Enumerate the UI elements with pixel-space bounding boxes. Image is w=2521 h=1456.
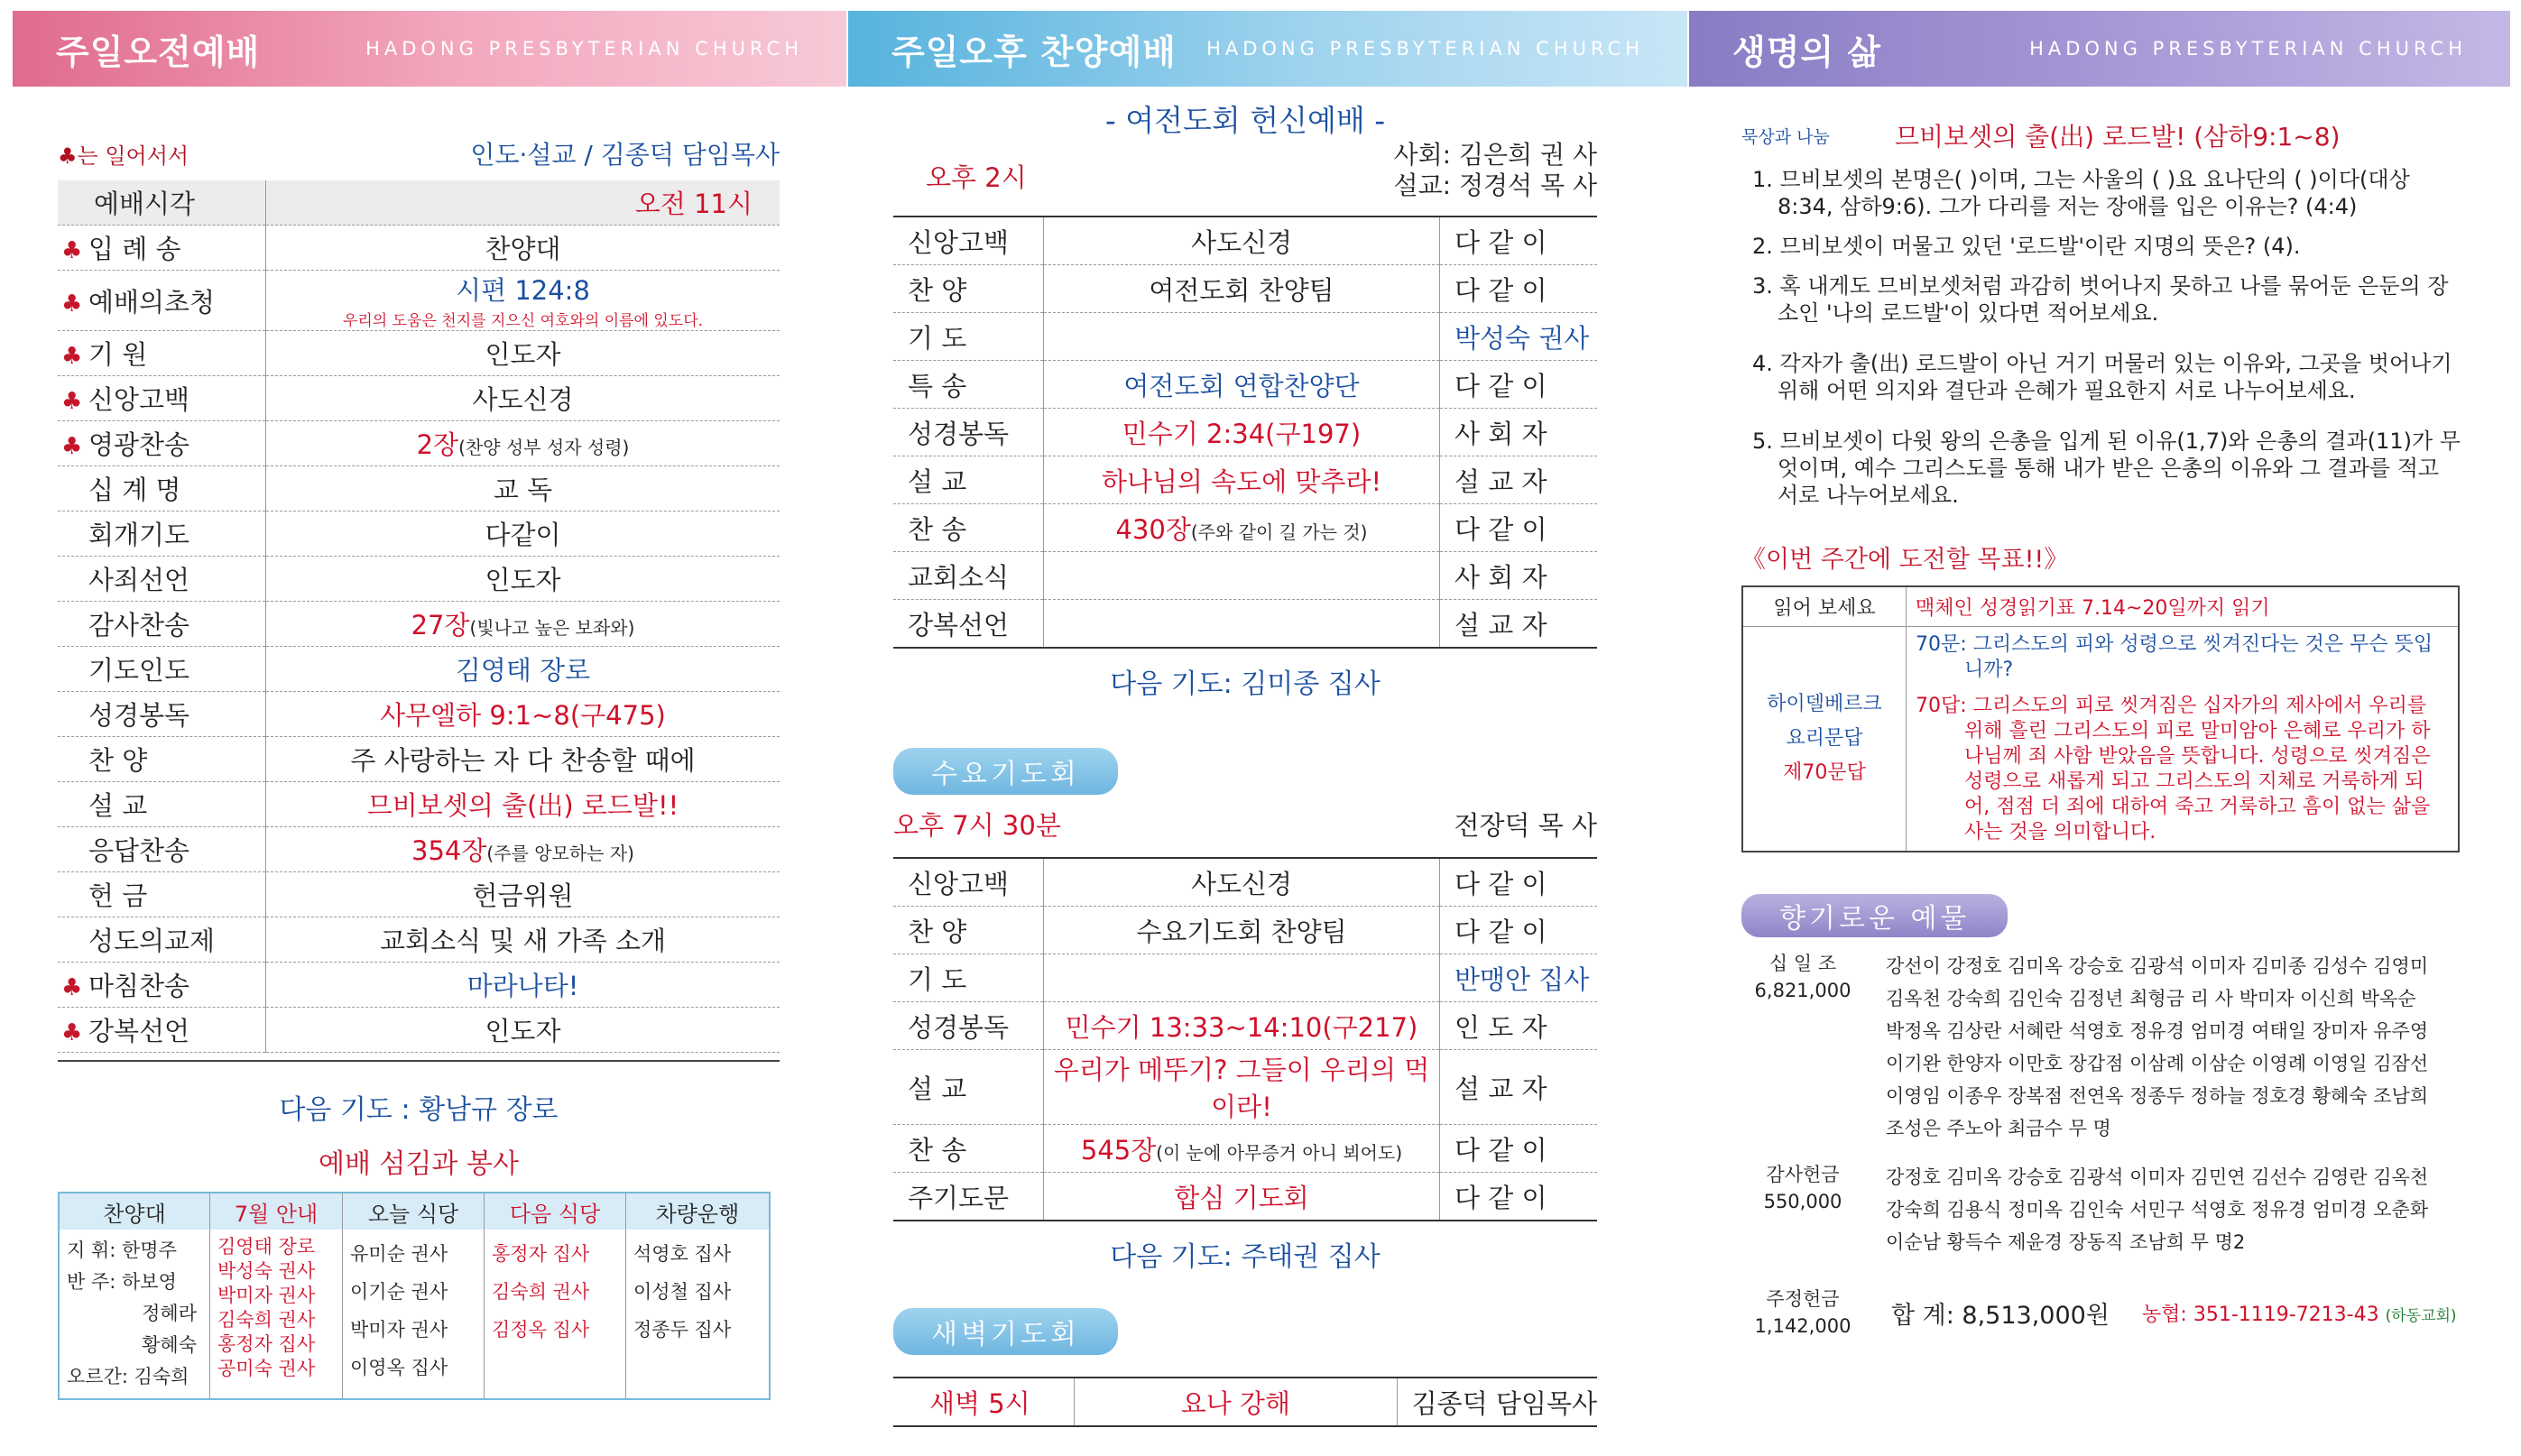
standing-mark: ♣ (61, 1019, 83, 1046)
morning-banner-title: 주일오전예배 (56, 32, 261, 72)
order-row (58, 226, 780, 271)
kitchen-item: 유미순 권사 (350, 1243, 448, 1265)
driving-item: 석영호 집사 (633, 1243, 732, 1265)
worship-time-label: 예배시각 (94, 189, 196, 219)
order-value: 545장 (1080, 1134, 1157, 1166)
sunday-amount: 1,142,000 (1754, 1315, 1852, 1337)
afternoon-time: 오후 2시 (926, 162, 1027, 193)
order-name: 회개기도 (88, 520, 190, 550)
order-row (58, 647, 780, 692)
order-value: 354장 (411, 835, 487, 866)
tithe-label: 십 일 조 (1768, 953, 1837, 974)
order-person: 사 회 자 (1440, 552, 1598, 600)
morning-worship-column (58, 90, 780, 1400)
total: 합 계: 8,513,000원 (1891, 1301, 2110, 1330)
guide-item: 홍정자 집사 (217, 1333, 316, 1355)
order-note: 우리의 도움은 천지를 지으신 여호와의 이름에 있도다. (342, 312, 704, 330)
order-value: 헌금위원 (472, 880, 574, 911)
dawn-pill: 새벽기도회 (893, 1308, 1118, 1355)
thanks-amount: 550,000 (1763, 1191, 1842, 1212)
question: 3. 혹 내게도 므비보셋처럼 과감히 벗어나지 못하고 나를 묶어둔 은둔의 장소인 '나의 로드발'이 있다면 적어보세요. (1752, 273, 2449, 326)
next-kitchen-item: 김정옥 집사 (492, 1319, 590, 1341)
order-row (58, 737, 780, 782)
service-header: 오늘 식당 (343, 1193, 485, 1230)
question: 1. 므비보셋의 본명은( )이며, 그는 사울의 ( )요 요나단의 ( )이다(대상8:34, 삼하9:6). 그가 다리를 저는 장애를 입은 이유는? (4:4) (1752, 167, 2410, 219)
choir-item: 황혜숙 (142, 1334, 197, 1356)
order-name: 설 교 (88, 790, 148, 821)
order-row (58, 917, 780, 963)
order-note: (찬양 성부 성자 성령) (458, 437, 630, 458)
order-person: 박성숙 권사 (1440, 313, 1598, 361)
order-name: 찬 송 (893, 1125, 1044, 1173)
order-name: 신앙고백 (893, 217, 1044, 265)
order-name: 성경봉독 (893, 1002, 1044, 1050)
question-70: 70문: 그리스도의 피와 성령으로 씻겨진다는 것은 무슨 뜻입니까? (1916, 633, 2433, 681)
order-value: 다같이 (485, 520, 561, 550)
order-value (1044, 313, 1440, 361)
heidelberg-label: 제70문답 (1783, 761, 1866, 784)
order-name: 기 도 (893, 313, 1044, 361)
order-value: 주 사랑하는 자 다 찬송할 때에 (350, 745, 696, 776)
life-column (1741, 90, 2463, 1340)
order-person: 다 같 이 (1440, 858, 1598, 907)
thanks-section (1741, 1161, 2463, 1258)
order-note: (빛나고 높은 보좌와) (469, 617, 635, 639)
bank-account: 농협: 351-1119-7213-43 (2141, 1303, 2379, 1326)
dawn-time: 새벽 5시 (893, 1378, 1075, 1426)
wednesday-next-prayer: 다음 기도: 주태권 집사 (1110, 1241, 1381, 1273)
afternoon-preacher: 설교: 정경석 목 사 (1393, 170, 1597, 200)
order-name: 설 교 (893, 456, 1044, 504)
service-header: 찬양대 (59, 1193, 210, 1230)
order-row (893, 217, 1597, 265)
wednesday-time: 오후 7시 30분 (893, 810, 1061, 841)
order-value: 우리가 메뚜기? 그들이 우리의 먹이라! (1044, 1050, 1440, 1125)
order-row (58, 827, 780, 872)
driving-item: 정종두 집사 (633, 1319, 732, 1341)
order-person: 설 교 자 (1440, 1050, 1598, 1125)
order-row (893, 954, 1597, 1002)
afternoon-host: 사회: 김은희 권 사 (1393, 140, 1597, 170)
goal-title: 《이번 주간에 도전할 목표!!》 (1741, 546, 2069, 574)
order-name: 성경봉독 (893, 409, 1044, 456)
order-row (893, 1002, 1597, 1050)
read-label: 읽어 보세요 (1742, 586, 1907, 627)
order-name: 신앙고백 (88, 384, 190, 415)
wednesday-header (893, 806, 1597, 843)
worship-time-value: 오전 11시 (634, 189, 753, 219)
order-value: 430장 (1115, 513, 1191, 545)
order-name: 찬 양 (893, 907, 1044, 954)
order-value: 찬양대 (485, 234, 561, 264)
tithe-names-line: 이영임 이종우 장복점 전연옥 정종두 정하늘 정호경 황혜숙 조남희 (1886, 1085, 2429, 1107)
order-row (58, 421, 780, 466)
morning-order-table (58, 180, 780, 1053)
order-row (58, 557, 780, 602)
kitchen-item: 이영옥 집사 (350, 1357, 448, 1378)
service-title: 예배 섬김과 봉사 (319, 1148, 519, 1180)
choir-item: 지 휘: 한명주 (67, 1239, 177, 1261)
order-name: 강복선언 (893, 600, 1044, 649)
standing-mark: ♣ (61, 433, 83, 460)
thanks-label: 감사헌금 (1766, 1164, 1840, 1185)
order-row (58, 602, 780, 647)
order-person: 설 교 자 (1440, 456, 1598, 504)
afternoon-column (893, 90, 1597, 1427)
order-row (893, 858, 1597, 907)
order-name: 마침찬송 (88, 971, 190, 1001)
choir-item: 정혜라 (142, 1303, 197, 1324)
order-name: 사죄선언 (88, 565, 190, 595)
tithe-names-line: 조성은 주노아 최금수 무 명 (1886, 1118, 2111, 1139)
wednesday-order-table (893, 857, 1597, 1221)
order-row (893, 552, 1597, 600)
goal-table (1741, 585, 2460, 852)
order-value: 수요기도회 찬양팀 (1044, 907, 1440, 954)
order-name: 기 도 (893, 954, 1044, 1002)
order-value: 인도자 (485, 565, 561, 595)
order-name: 찬 송 (893, 504, 1044, 552)
order-value: 시편 124:8 (456, 275, 590, 306)
afternoon-order-table (893, 216, 1597, 649)
order-person: 인 도 자 (1440, 1002, 1598, 1050)
order-name: 기 원 (88, 339, 148, 370)
order-row (58, 1008, 780, 1053)
order-value: 교회소식 및 새 가족 소개 (379, 926, 666, 956)
morning-topline (58, 126, 780, 180)
order-row (893, 313, 1597, 361)
heidelberg-label: 하이델베르크 (1767, 693, 1882, 715)
tithe-names-line: 이기완 한양자 이만호 장갑점 이삼례 이삼순 이영례 이영일 김잠선 (1886, 1053, 2429, 1074)
order-row (893, 907, 1597, 954)
order-row (893, 1125, 1597, 1173)
driving-item: 이성철 집사 (633, 1281, 732, 1303)
order-name: 기도인도 (88, 655, 190, 686)
wednesday-preacher: 전장덕 목 사 (1454, 810, 1597, 841)
order-value: 인도자 (485, 339, 561, 370)
order-person: 다 같 이 (1440, 217, 1598, 265)
standing-mark: ♣ (61, 343, 83, 370)
order-value: 2장 (416, 429, 459, 460)
order-person: 다 같 이 (1440, 265, 1598, 313)
order-name: 영광찬송 (88, 429, 190, 460)
afternoon-banner (848, 11, 1687, 87)
standing-mark: ♣ (61, 388, 83, 415)
order-value: 므비보셋의 출(出) 로드발!! (366, 790, 679, 821)
order-row (58, 376, 780, 421)
meditation-header (1741, 117, 2463, 153)
order-value: 합심 기도회 (1044, 1173, 1440, 1221)
order-row (893, 265, 1597, 313)
dawn-table (893, 1377, 1597, 1427)
service-header: 다음 식당 (485, 1193, 626, 1230)
order-note: (주를 앙모하는 자) (486, 843, 634, 864)
order-row (58, 271, 780, 331)
next-prayer: 다음 기도 : 황남규 장로 (279, 1094, 559, 1126)
order-name: 성도의교제 (88, 926, 216, 956)
order-person: 설 교 자 (1440, 600, 1598, 649)
order-person: 다 같 이 (1440, 1125, 1598, 1173)
order-row (893, 1050, 1597, 1125)
order-value: 인도자 (485, 1016, 561, 1046)
order-row (58, 872, 780, 917)
order-name: 예배의초청 (88, 286, 216, 318)
standing-mark: ♣ (61, 974, 83, 1001)
order-name: 입 례 송 (88, 234, 181, 264)
order-row (893, 361, 1597, 409)
order-row (893, 1173, 1597, 1221)
order-name: 십 계 명 (88, 475, 181, 505)
order-value: 사도신경 (1044, 858, 1440, 907)
order-row (893, 504, 1597, 552)
tithe-section (1741, 950, 2463, 1145)
guide-item: 공미숙 권사 (217, 1358, 316, 1379)
order-value: 사도신경 (1044, 217, 1440, 265)
order-name: 특 송 (893, 361, 1044, 409)
order-person: 다 같 이 (1440, 1173, 1598, 1221)
dawn-content: 요나 강해 (1075, 1378, 1398, 1426)
order-name: 감사찬송 (88, 610, 190, 640)
thanks-names-line: 강숙희 김용식 정미옥 김인숙 서민구 석영호 정유경 엄미경 오춘화 (1886, 1199, 2429, 1221)
order-row (893, 1378, 1597, 1426)
morning-banner-subtitle: HADONG PRESBYTERIAN CHURCH (365, 38, 803, 60)
read-text: 맥체인 성경읽기표 7.14~20일까지 읽기 (1907, 586, 2460, 627)
answer-70: 70답: 그리스도의 피로 씻겨짐은 십자가의 제사에서 우리를 위해 흘린 그리스도의 피로 말미암아 은혜로 우리가 하나님께 죄 사함 받았음을 뜻합니다. 성령으로 씻겨짐은 성령으로 새롭게 되고 그리스도의 지체로 거룩하게 되어, 점점 더 죄에 대하여 죽고 거룩하고 흠이 없는 삶을 사는 것을 의미합니다. (1916, 695, 2431, 843)
wednesday-pill: 수요기도회 (893, 748, 1118, 795)
question: 4. 각자가 출(出) 로드발이 아닌 거기 머물러 있는 이유와, 그곳을 벗어나기 위해 어떤 의지와 결단과 은혜가 필요한지 서로 나누어보세요. (1752, 351, 2452, 403)
next-kitchen-item: 홍정자 집사 (492, 1243, 590, 1265)
morning-banner (13, 11, 846, 87)
order-value: 27장 (411, 610, 470, 640)
order-name: 신앙고백 (893, 858, 1044, 907)
order-name: 찬 양 (88, 745, 148, 776)
life-banner (1689, 11, 2510, 87)
bank-account-note: (하동교회) (2385, 1306, 2457, 1325)
order-value: 김영태 장로 (455, 655, 591, 686)
order-row (893, 456, 1597, 504)
order-name: 주기도문 (893, 1173, 1044, 1221)
order-person: 다 같 이 (1440, 361, 1598, 409)
dawn-person: 김종덕 담임목사 (1397, 1378, 1597, 1426)
life-banner-title: 생명의 삶 (1732, 32, 1882, 72)
order-person: 사 회 자 (1440, 409, 1598, 456)
order-value: 하나님의 속도에 맞추라! (1044, 456, 1440, 504)
sunday-section (1741, 1286, 2463, 1340)
order-value: 민수기 2:34(구197) (1044, 409, 1440, 456)
guide-item: 박성숙 권사 (217, 1260, 316, 1282)
thanks-names-line: 이순남 황득수 제윤경 장동직 조남희 무 명2 (1886, 1231, 2246, 1253)
order-name: 응답찬송 (88, 835, 190, 866)
order-value: 여전도회 찬양팀 (1044, 265, 1440, 313)
divider (58, 1060, 780, 1062)
next-kitchen-item: 김숙희 권사 (492, 1281, 590, 1303)
choir-item: 반 주: 하보영 (67, 1271, 177, 1293)
worship-leader: 인도·설교 / 김종덕 담임목사 (470, 140, 780, 170)
stand-note: ♣는 일어서서 (58, 143, 189, 169)
service-header: 7월 안내 (210, 1193, 343, 1230)
order-note: (주와 같이 길 가는 것) (1190, 521, 1368, 543)
standing-mark: ♣ (61, 237, 83, 264)
service-table (58, 1192, 771, 1400)
order-person: 다 같 이 (1440, 504, 1598, 552)
order-value: 교 독 (493, 475, 553, 505)
kitchen-item: 박미자 권사 (350, 1319, 448, 1341)
guide-item: 박미자 권사 (217, 1285, 316, 1306)
order-row (58, 782, 780, 827)
afternoon-header (893, 140, 1597, 216)
question: 2. 므비보셋이 머물고 있던 '로드발'이란 지명의 뜻은? (4). (1752, 234, 2301, 259)
meditation-tag: 묵상과 나눔 (1741, 126, 1830, 147)
order-name: 찬 양 (893, 265, 1044, 313)
question: 5. 므비보셋이 다윗 왕의 은총을 입게 된 이유(1,7)와 은총의 결과(11)가 무엇이며, 예수 그리스도를 통해 내가 받은 은총의 이유와 그 결과를 적고 서로 나누어보세요. (1752, 429, 2461, 508)
order-value: 사도신경 (472, 384, 574, 415)
order-row (58, 511, 780, 557)
order-row (893, 600, 1597, 649)
tithe-names-line: 강선이 강정호 김미옥 강승호 김광석 이미자 김미종 김성수 김영미 (1886, 955, 2429, 977)
order-row (58, 692, 780, 737)
tithe-names-line: 김옥천 강숙희 김인숙 김정년 최형금 리 사 박미자 이신희 박옥순 (1886, 988, 2416, 1009)
tithe-amount: 6,821,000 (1754, 980, 1852, 1001)
afternoon-next-prayer: 다음 기도: 김미종 집사 (1110, 668, 1381, 700)
heidelberg-label: 요리문답 (1786, 727, 1863, 750)
order-person: 반맹안 집사 (1440, 954, 1598, 1002)
offerings-pill: 향기로운 예물 (1741, 894, 2008, 937)
order-value: 사무엘하 9:1~8(구475) (380, 700, 666, 731)
guide-item: 김영태 장로 (217, 1236, 316, 1258)
order-row (58, 331, 780, 376)
order-value: 민수기 13:33~14:10(구217) (1044, 1002, 1440, 1050)
order-person: 다 같 이 (1440, 907, 1598, 954)
life-banner-subtitle: HADONG PRESBYTERIAN CHURCH (2029, 38, 2467, 60)
order-value: 여전도회 연합찬양단 (1044, 361, 1440, 409)
order-row (893, 409, 1597, 456)
order-name: 교회소식 (893, 552, 1044, 600)
tithe-names-line: 박정옥 김상란 서혜란 석영호 정유경 엄미경 여태일 장미자 유주영 (1886, 1020, 2429, 1042)
choir-item: 오르간: 김숙희 (67, 1366, 189, 1387)
order-name: 설 교 (893, 1050, 1044, 1125)
afternoon-title: - 여전도회 헌신예배 - (1104, 103, 1386, 138)
order-value (1044, 552, 1440, 600)
order-row (58, 466, 780, 511)
order-value: 마라나타! (466, 971, 579, 1001)
order-value (1044, 954, 1440, 1002)
standing-mark: ♣ (61, 290, 83, 318)
afternoon-banner-subtitle: HADONG PRESBYTERIAN CHURCH (1206, 38, 1644, 60)
worship-time-row (58, 180, 780, 226)
service-header: 차량운행 (626, 1193, 771, 1230)
kitchen-item: 이기순 권사 (350, 1281, 448, 1303)
order-note: (이 눈에 아무증거 아니 뵈어도) (1156, 1141, 1403, 1164)
order-name: 강복선언 (88, 1016, 190, 1046)
sunday-label: 주정헌금 (1766, 1288, 1840, 1310)
order-name: 성경봉독 (88, 700, 190, 731)
afternoon-banner-title: 주일오후 찬양예배 (891, 32, 1177, 72)
thanks-names-line: 강정호 김미옥 강승호 김광석 이미자 김민연 김선수 김영란 김옥천 (1886, 1166, 2429, 1188)
guide-item: 김숙희 권사 (217, 1309, 316, 1331)
order-row (58, 963, 780, 1008)
meditation-title: 므비보셋의 출(出) 로드발! (삼하9:1~8) (1895, 122, 2341, 152)
order-name: 헌 금 (88, 880, 148, 911)
order-value (1044, 600, 1440, 649)
